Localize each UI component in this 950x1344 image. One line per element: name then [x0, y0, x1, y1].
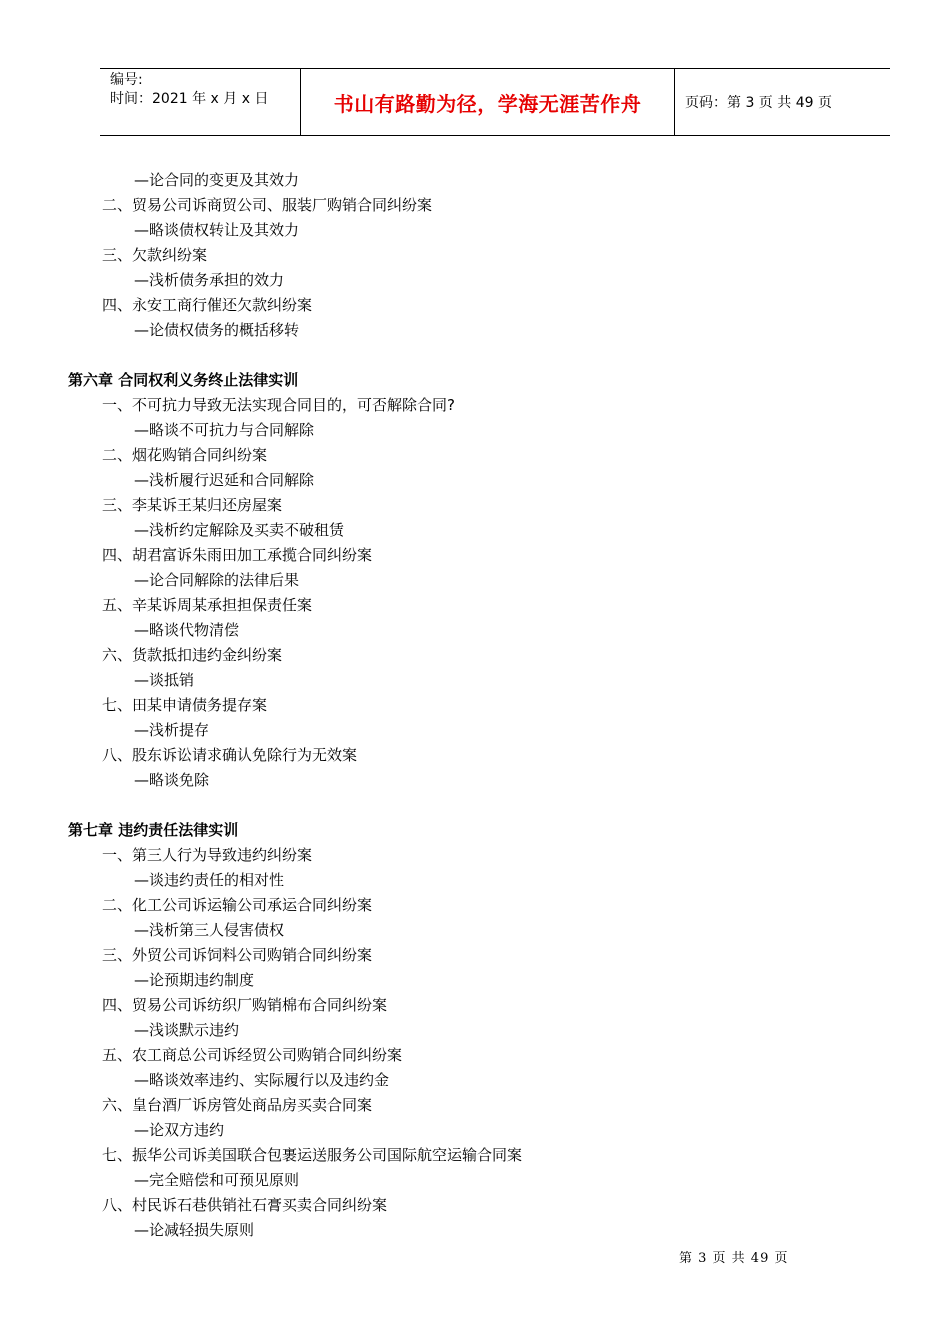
case-subtitle: —浅析提存 [134, 721, 210, 739]
case-item: 五、农工商总公司诉经贸公司购销合同纠纷案 [102, 1046, 403, 1064]
page-header [100, 68, 890, 136]
case-item: 四、胡君富诉朱雨田加工承揽合同纠纷案 [102, 546, 373, 564]
case-subtitle: —略谈代物清偿 [134, 621, 240, 639]
case-subtitle: —完全赔偿和可预见原则 [134, 1171, 300, 1189]
case-subtitle: —浅析第三人侵害债权 [134, 921, 285, 939]
case-subtitle: —略谈不可抗力与合同解除 [134, 421, 315, 439]
case-item: 一、第三人行为导致违约纠纷案 [102, 846, 313, 864]
case-subtitle: —论合同的变更及其效力 [134, 171, 300, 189]
header-page-number: 页码：第 3 页 共 49 页 [685, 95, 832, 111]
section-gap [68, 343, 888, 368]
case-item: 二、贸易公司诉商贸公司、服装厂购销合同纠纷案 [102, 196, 433, 214]
case-item: 四、贸易公司诉纺织厂购销棉布合同纠纷案 [102, 996, 388, 1014]
case-item: 八、村民诉石巷供销社石膏买卖合同纠纷案 [102, 1196, 388, 1214]
case-item: 七、田某申请债务提存案 [102, 696, 268, 714]
case-subtitle: —谈违约责任的相对性 [134, 871, 285, 889]
serial-label: 编号: [110, 72, 143, 88]
case-item: 八、股东诉讼请求确认免除行为无效案 [102, 746, 358, 764]
section-gap [68, 793, 888, 818]
page-footer: 第 3 页 共 49 页 [679, 1251, 789, 1266]
case-subtitle: —论预期违约制度 [134, 971, 255, 989]
time-label: 时间：2021 年 x 月 x 日 [110, 91, 269, 107]
case-subtitle: —浅析债务承担的效力 [134, 271, 285, 289]
case-subtitle: —略谈效率违约、实际履行以及违约金 [134, 1071, 390, 1089]
case-subtitle: —略谈债权转让及其效力 [134, 221, 300, 239]
case-item: 六、皇台酒厂诉房管处商品房买卖合同案 [102, 1096, 373, 1114]
case-item: 三、李某诉王某归还房屋案 [102, 496, 283, 514]
case-subtitle: —浅析约定解除及买卖不破租赁 [134, 521, 345, 539]
case-subtitle: —论双方违约 [134, 1121, 225, 1139]
case-subtitle: —论减轻损失原则 [134, 1221, 255, 1239]
case-item: 二、化工公司诉运输公司承运合同纠纷案 [102, 896, 373, 914]
case-item: 七、振华公司诉美国联合包裹运送服务公司国际航空运输合同案 [102, 1146, 523, 1164]
case-item: 三、外贸公司诉饲料公司购销合同纠纷案 [102, 946, 373, 964]
case-item: 六、货款抵扣违约金纠纷案 [102, 646, 283, 664]
case-item: 二、烟花购销合同纠纷案 [102, 446, 268, 464]
case-item: 四、永安工商行催还欠款纠纷案 [102, 296, 313, 314]
case-item: 三、欠款纠纷案 [102, 246, 208, 264]
case-subtitle: —谈抵销 [134, 671, 195, 689]
table-of-contents [68, 168, 888, 1243]
case-subtitle: —浅谈默示违约 [134, 1021, 240, 1039]
case-subtitle: —论债权债务的概括移转 [134, 321, 300, 339]
chapter-heading: 第七章 违约责任法律实训 [68, 821, 239, 839]
header-motto: 书山有路勤为径，学海无涯苦作舟 [301, 69, 675, 135]
chapter-heading: 第六章 合同权利义务终止法律实训 [68, 371, 299, 389]
header-meta [100, 69, 301, 135]
case-subtitle: —论合同解除的法律后果 [134, 571, 300, 589]
case-item: 五、辛某诉周某承担担保责任案 [102, 596, 313, 614]
case-subtitle: —浅析履行迟延和合同解除 [134, 471, 315, 489]
case-subtitle: —略谈免除 [134, 771, 210, 789]
case-item: 一、不可抗力导致无法实现合同目的，可否解除合同? [102, 396, 455, 414]
